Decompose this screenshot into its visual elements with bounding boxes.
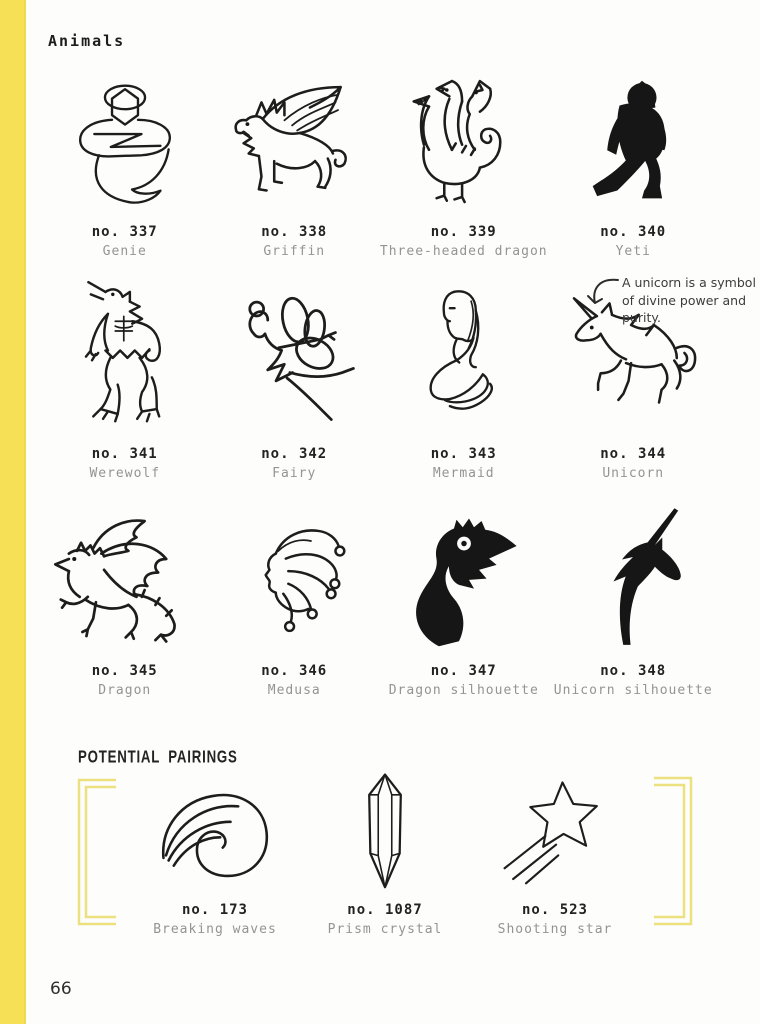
item-number: no. 523 (521, 902, 588, 918)
catalog-item (210, 498, 380, 699)
pairings-heading: POTENTIAL PAIRINGS (78, 747, 238, 767)
catalog-item (210, 268, 380, 482)
right-bracket-decoration (650, 775, 696, 927)
griffin-illustration (219, 76, 369, 216)
catalog-item (549, 76, 719, 260)
catalog-item (379, 498, 549, 699)
item-number: no. 344 (600, 446, 667, 462)
item-name: Fairy (272, 466, 317, 481)
item-name: Unicorn (602, 466, 665, 481)
three-headed-dragon-illustration (390, 76, 538, 216)
item-name: Werewolf (89, 466, 161, 481)
item-name: Dragon silhouette (388, 683, 539, 698)
yeti-silhouette-illustration (577, 76, 689, 216)
catalog-row-3 (40, 498, 718, 699)
dragon-illustration (46, 498, 204, 655)
item-number: no. 348 (600, 663, 667, 679)
item-number: no. 347 (430, 663, 497, 679)
catalog-row-1 (40, 76, 718, 260)
pairings-row (130, 768, 640, 938)
prism-crystal-illustration (350, 768, 420, 894)
item-name: Medusa (267, 683, 321, 698)
item-number: no. 342 (261, 446, 328, 462)
item-number: no. 340 (600, 224, 667, 240)
werewolf-illustration (64, 268, 186, 438)
item-name: Yeti (615, 244, 651, 259)
catalog-item (379, 76, 549, 260)
catalog-item (40, 498, 210, 699)
item-number: no. 337 (91, 224, 158, 240)
catalog-item (210, 76, 380, 260)
unicorn-silhouette-illustration (572, 498, 694, 655)
catalog-item (379, 268, 549, 482)
item-number: no. 338 (261, 224, 328, 240)
item-name: Mermaid (432, 466, 495, 481)
pairing-item (300, 768, 470, 938)
catalog-item (549, 498, 719, 699)
item-name: Dragon (98, 683, 152, 698)
pairing-item (130, 768, 300, 938)
breaking-waves-illustration (146, 768, 284, 894)
genie-illustration (66, 76, 184, 216)
item-name: Breaking waves (153, 922, 277, 937)
item-name: Genie (102, 244, 147, 259)
shooting-star-illustration (489, 768, 621, 894)
item-number: no. 1087 (347, 902, 423, 918)
fairy-illustration (218, 268, 370, 438)
left-bracket-decoration (74, 777, 120, 927)
dragon-silhouette-illustration (398, 498, 530, 655)
yellow-edge-stripe (0, 0, 26, 1024)
catalog-item (40, 268, 210, 482)
medusa-illustration (228, 498, 360, 655)
item-name: Prism crystal (327, 922, 443, 937)
mermaid-illustration (405, 268, 523, 438)
item-number: no. 346 (261, 663, 328, 679)
unicorn-annotation: A unicorn is a symbol of divine power and purity. (622, 275, 756, 325)
item-name: Griffin (263, 244, 326, 259)
item-number: no. 173 (181, 902, 248, 918)
item-number: no. 339 (430, 224, 497, 240)
item-number: no. 345 (91, 663, 158, 679)
item-name: Shooting star (497, 922, 613, 937)
page-number: 66 (50, 979, 72, 999)
catalog-item (40, 76, 210, 260)
item-number: no. 343 (430, 446, 497, 462)
item-name: Three-headed dragon (379, 244, 548, 259)
item-number: no. 341 (91, 446, 158, 462)
item-name: Unicorn silhouette (553, 683, 713, 698)
page-title: Animals (48, 32, 126, 50)
annotation-arrow-icon (584, 277, 622, 309)
pairing-item (470, 768, 640, 938)
